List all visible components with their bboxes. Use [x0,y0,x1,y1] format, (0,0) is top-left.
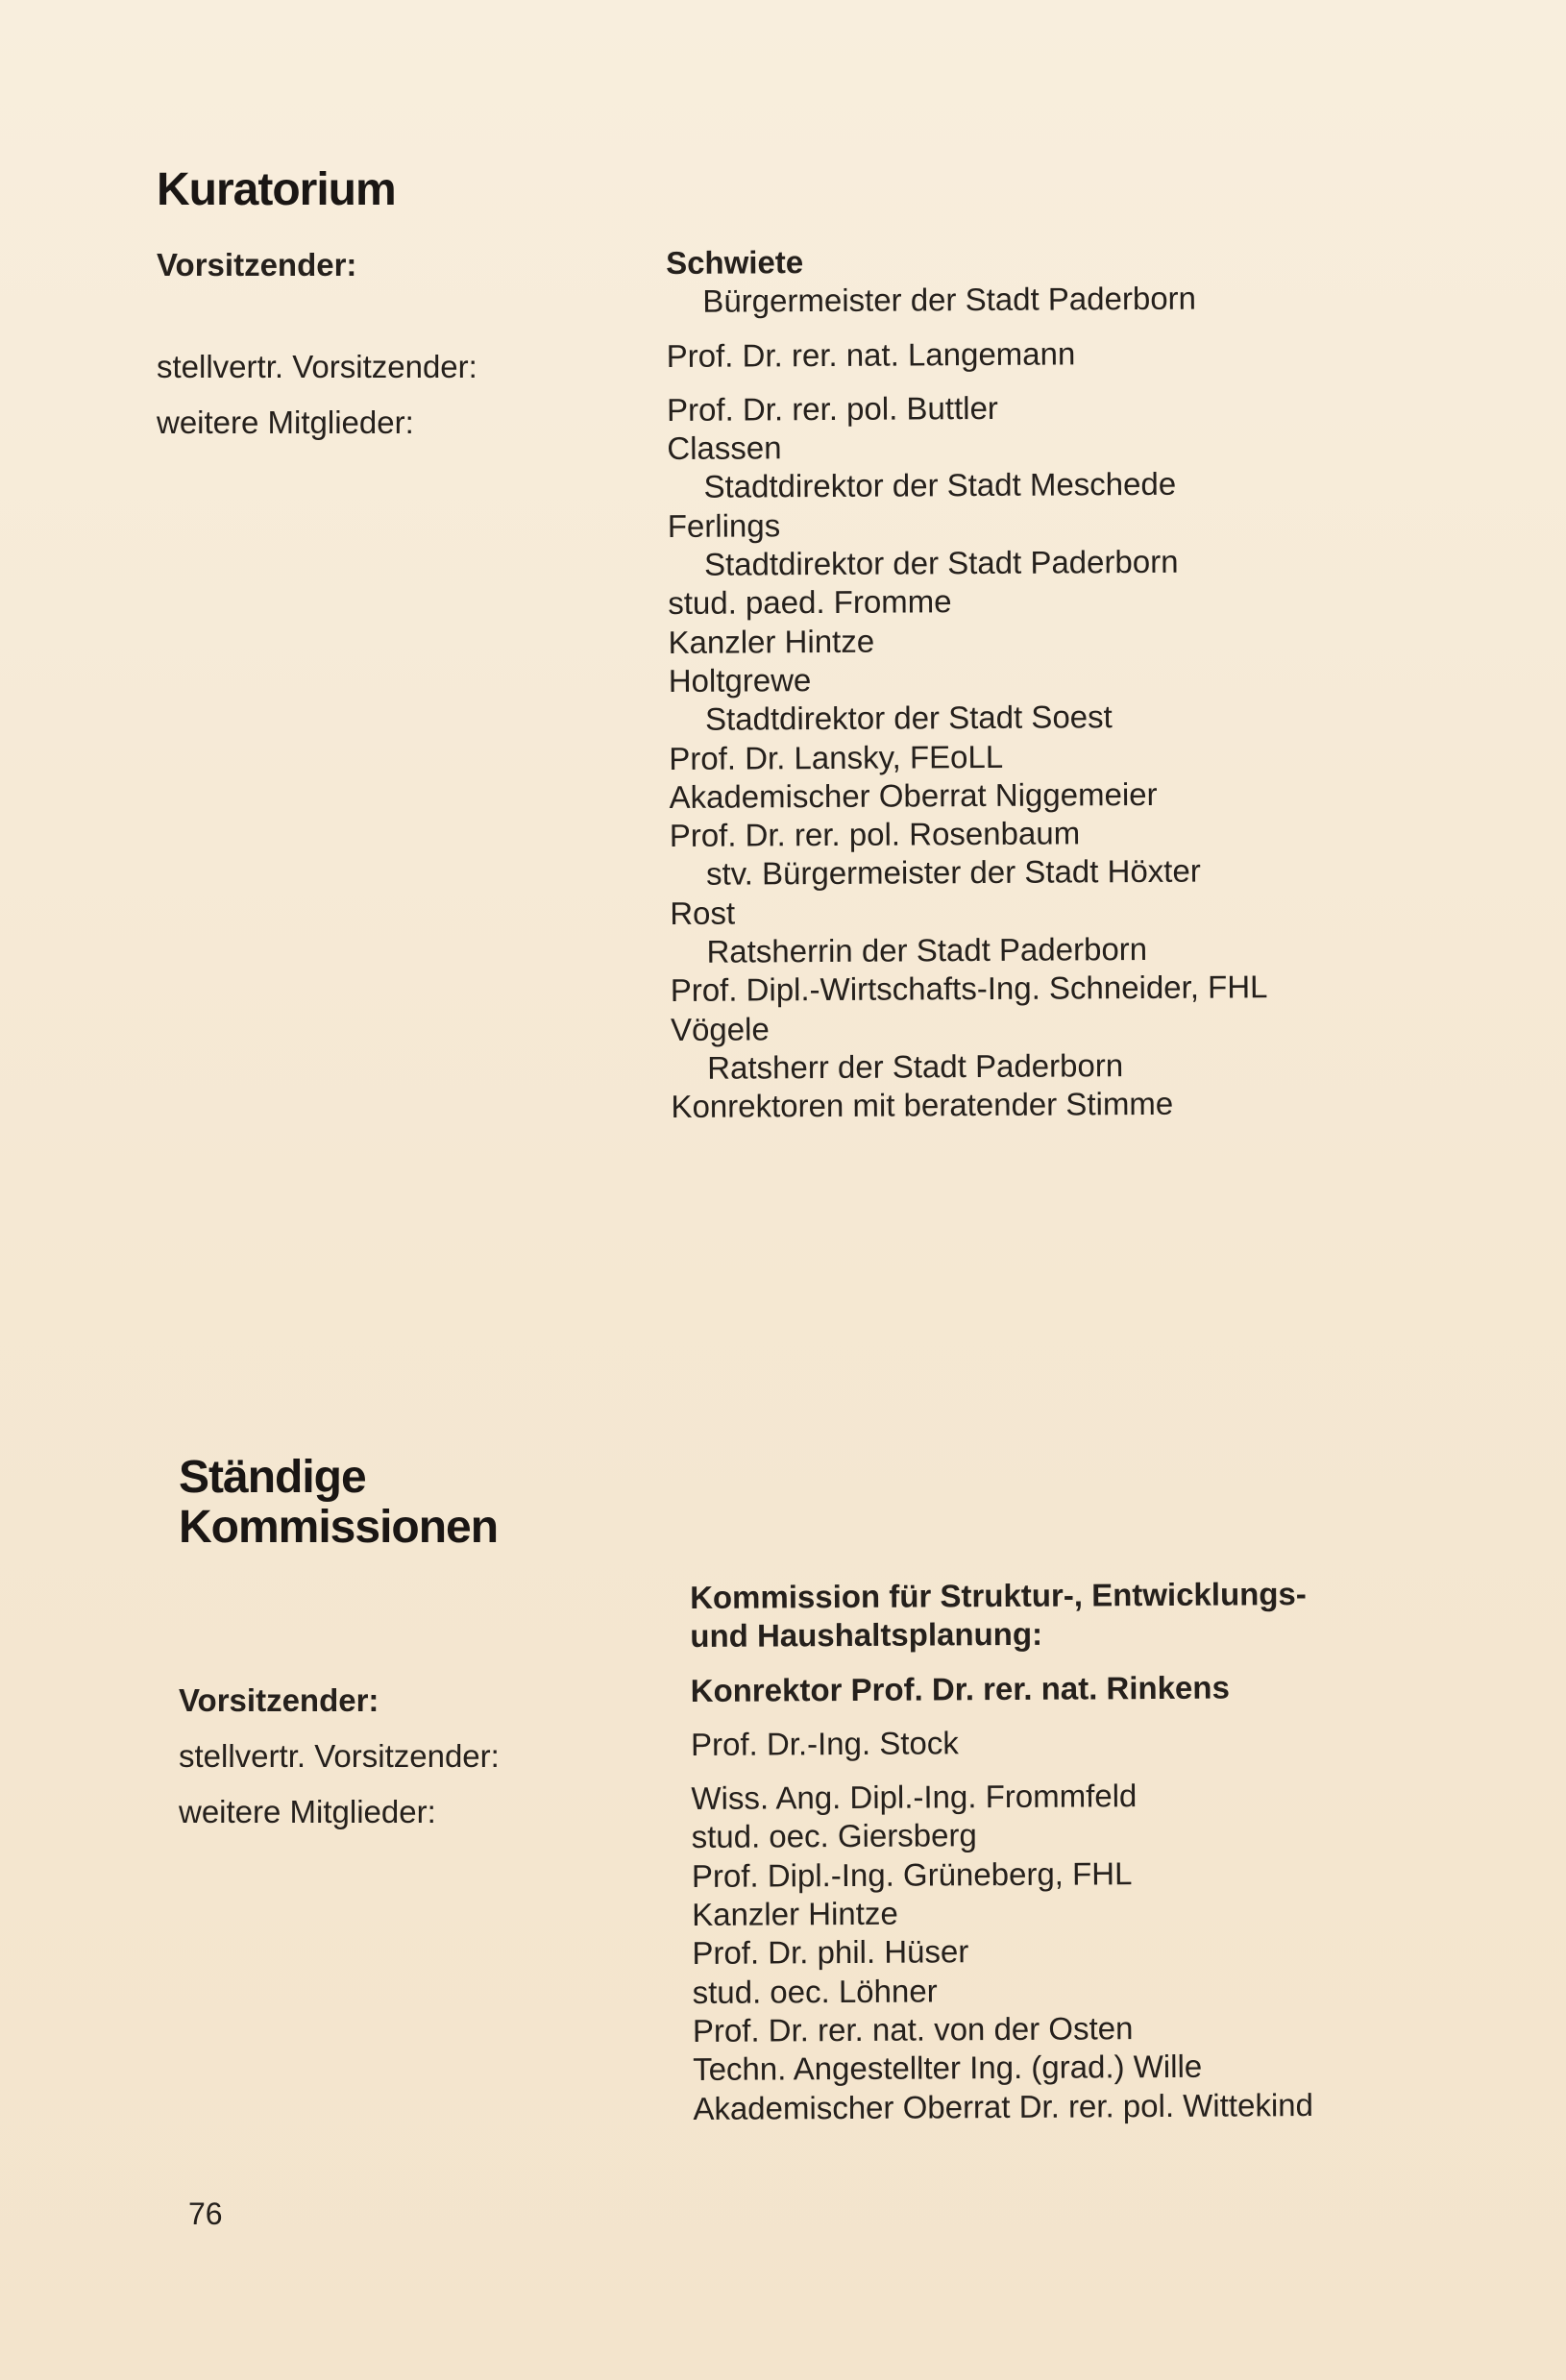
kuratorium-chair-label: Vorsitzender: [157,247,357,282]
kuratorium-member: Ferlings [667,507,781,544]
kommission-title-line2: und Haushaltsplanung: [690,1616,1043,1655]
kommission-chair-label: Vorsitzender: [179,1682,379,1718]
kuratorium-member-role: stv. Bürgermeister der Stadt Höxter [705,853,1201,893]
kommission-member-list [691,1776,1313,2128]
kommission-chair: Konrektor Prof. Dr. rer. nat. Rinkens [690,1669,1230,1708]
kommission-title-line1: Kommission für Struktur-, Entwicklungs- [690,1576,1307,1615]
kommission-member: Techn. Angestellter Ing. (grad.) Wille [693,2049,1203,2088]
kommissionen-heading-line1: Ständige [179,1452,366,1503]
kuratorium-member: Vögele [670,1010,770,1047]
kuratorium-member: Prof. Dr. rer. pol. Buttler [666,389,998,428]
kommission-vice-chair-label: stellvertr. Vorsitzender: [179,1738,500,1774]
kommission-member: Prof. Dr. phil. Hüser [692,1933,969,1972]
kommission-member: Wiss. Ang. Dipl.-Ing. Frommfeld [691,1778,1138,1817]
kommission-vice-chair: Prof. Dr.-Ing. Stock [690,1725,959,1762]
kuratorium-member-role: Ratsherrin der Stadt Paderborn [706,931,1148,969]
kuratorium-members-label: weitere Mitglieder: [157,405,414,440]
kuratorium-vice-chair: Prof. Dr. rer. nat. Langemann [666,334,1076,374]
kuratorium-entries [666,240,1268,1126]
kuratorium-member-role: Stadtdirektor der Stadt Meschede [703,466,1177,505]
kuratorium-member: Prof. Dipl.-Wirtschafts-Ing. Schneider, FHL [670,969,1268,1009]
kommission-member: Prof. Dipl.-Ing. Grüneberg, FHL [691,1854,1133,1894]
kuratorium-member-role: Ratsherr der Stadt Paderborn [707,1047,1124,1086]
kommissionen-heading-line2: Kommissionen [179,1502,499,1553]
kommission-members-label: weitere Mitglieder: [179,1794,436,1829]
kuratorium-member: Rost [670,895,736,931]
kuratorium-heading: Kuratorium [157,164,396,215]
kuratorium-member: Classen [667,429,782,467]
kommission-member: Kanzler Hintze [692,1895,898,1933]
kuratorium-chair-name: Schwiete [666,244,804,281]
kommission-member: stud. oec. Löhner [692,1973,938,2010]
kuratorium-member: Konrektoren mit beratender Stimme [671,1086,1174,1125]
kuratorium-member: stud. paed. Fromme [668,583,952,622]
kommission-member: Akademischer Oberrat Dr. rer. pol. Wittekind [693,2086,1314,2126]
kuratorium-member-role: Stadtdirektor der Stadt Soest [704,699,1113,738]
kuratorium-member-role: Stadtdirektor der Stadt Paderborn [703,543,1179,582]
kuratorium-vice-chair-label: stellvertr. Vorsitzender: [157,349,477,384]
kuratorium-member: Akademischer Oberrat Niggemeier [669,775,1158,815]
kuratorium-member: Prof. Dr. Lansky, FEoLL [669,738,1004,776]
kuratorium-member-list [667,387,1268,1126]
kommission-entries [690,1575,1313,2128]
kuratorium-member: Prof. Dr. rer. pol. Rosenbaum [669,815,1081,854]
kommission-member: Prof. Dr. rer. nat. von der Osten [692,2010,1134,2049]
kuratorium-member: Holtgrewe [668,662,812,699]
kommission-member: stud. oec. Giersberg [691,1817,977,1855]
kuratorium-member: Kanzler Hintze [668,623,875,660]
kuratorium-chair-role: Bürgermeister der Stadt Paderborn [702,280,1197,320]
page-number: 76 [188,2196,223,2231]
